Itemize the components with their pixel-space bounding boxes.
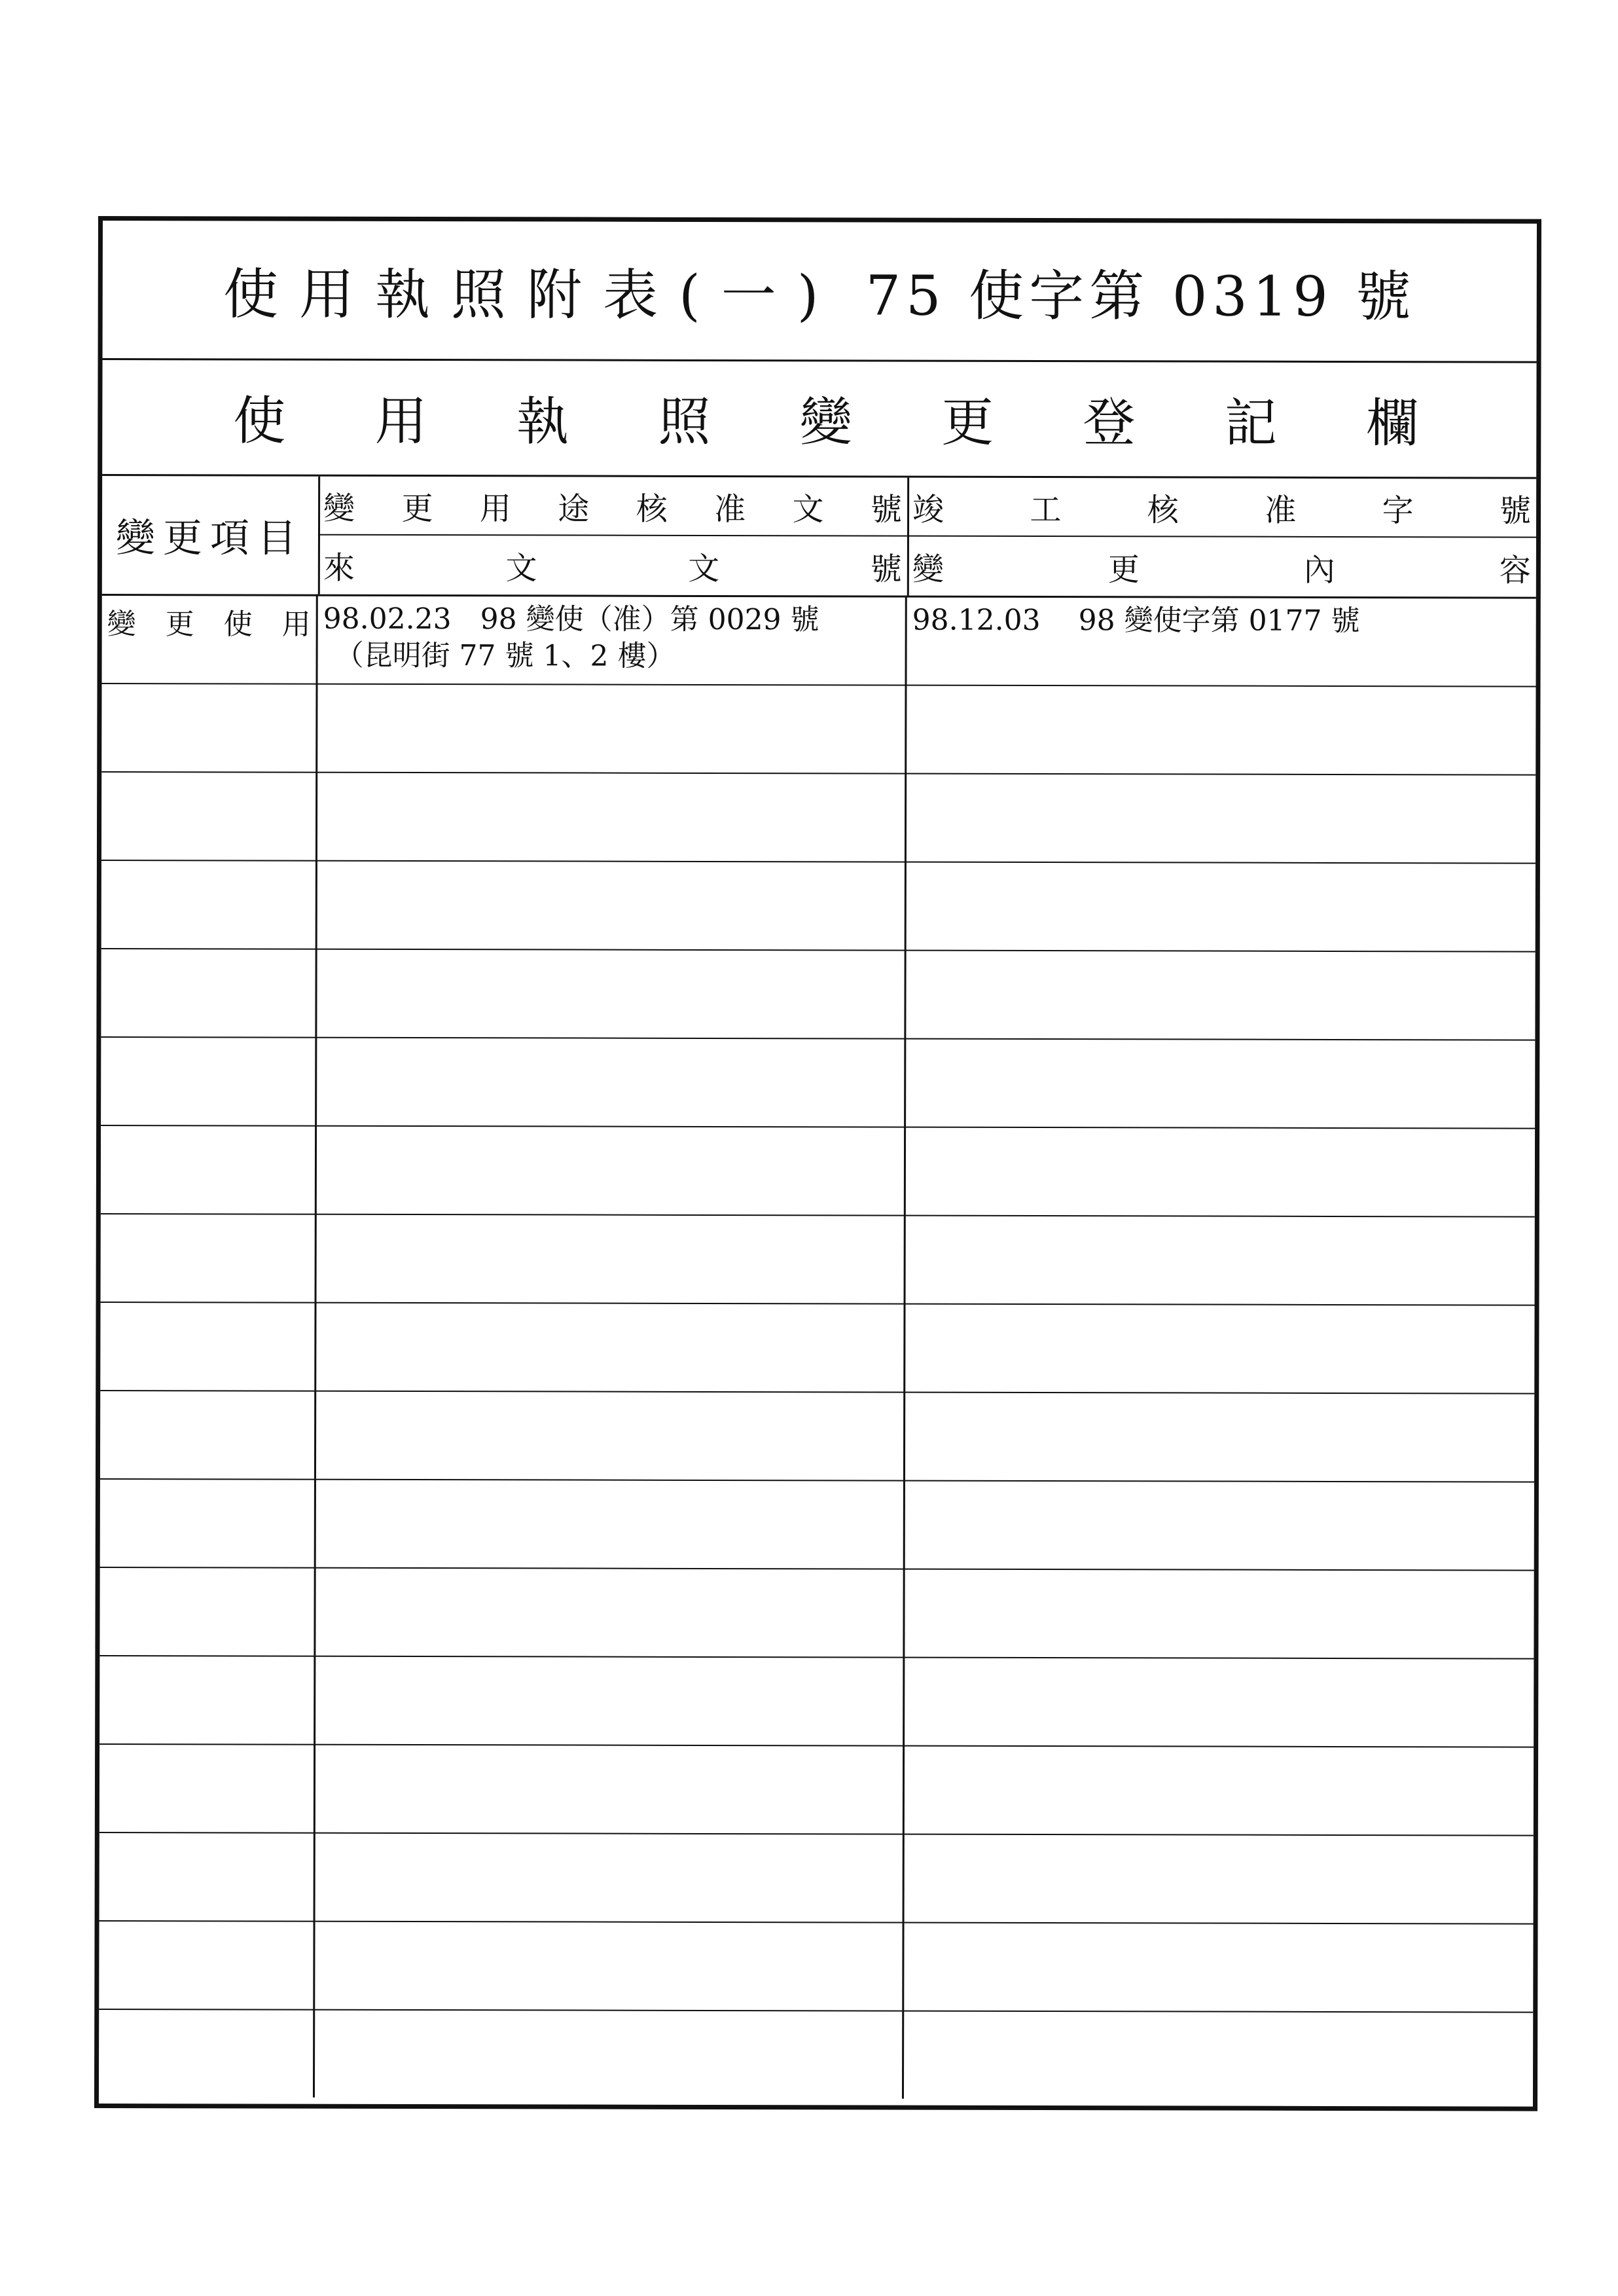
header-char: 文 — [505, 549, 537, 587]
empty-cell — [315, 1567, 905, 1657]
empty-cell — [99, 1743, 315, 1832]
empty-cell — [99, 2009, 315, 2098]
subtitle-char: 欄 — [1366, 393, 1419, 454]
header-completion — [907, 478, 1536, 597]
approval-line: 98.02.23 98 變使（准）第 0029 號 — [323, 602, 819, 637]
header-char: 准 — [714, 490, 746, 528]
empty-cell — [99, 1920, 315, 2009]
empty-cell — [905, 1480, 1534, 1570]
table-row — [99, 1743, 1534, 1836]
title-number: 75 使字第 0319 號 — [865, 263, 1416, 329]
title-main: 使用執照附表(一) — [223, 261, 840, 327]
empty-cell — [315, 1832, 905, 1922]
table-row — [101, 1036, 1535, 1129]
subtitle-char: 登 — [1083, 392, 1136, 454]
empty-cell — [101, 1213, 317, 1302]
empty-cell — [905, 1569, 1534, 1658]
empty-cell — [904, 2011, 1533, 2100]
table-row — [101, 1213, 1535, 1306]
empty-cell — [907, 773, 1536, 863]
table-body — [99, 594, 1536, 2107]
empty-cell — [905, 1392, 1534, 1482]
subtitle-char: 照 — [658, 391, 711, 452]
empty-cell — [101, 771, 317, 860]
empty-cell — [906, 1038, 1535, 1128]
table-header — [102, 476, 1536, 599]
header-completion-bottom — [907, 537, 1536, 597]
subtitle-char: 記 — [1224, 392, 1278, 454]
empty-cell — [99, 1832, 315, 1921]
header-char: 號 — [1499, 492, 1532, 530]
form-title — [103, 221, 1537, 363]
empty-cell — [905, 1745, 1534, 1835]
table-row — [102, 594, 1536, 687]
completion-line: 98.12.03 98 變使字第 0177 號 — [912, 603, 1360, 638]
cell-item — [102, 594, 318, 683]
empty-cell — [317, 1214, 906, 1303]
empty-cell — [99, 1655, 315, 1744]
subtitle-char: 執 — [516, 391, 569, 452]
table-row — [100, 1478, 1534, 1571]
empty-cell — [317, 860, 907, 950]
header-char: 更 — [401, 490, 433, 527]
approval-address: （昆明街 77 號 1、2 樓） — [334, 638, 675, 673]
header-char: 核 — [1147, 491, 1179, 528]
table-row — [99, 1832, 1534, 1925]
empty-cell — [315, 1744, 905, 1834]
table-row — [101, 1125, 1535, 1218]
table-row — [100, 1390, 1534, 1483]
empty-cell — [317, 772, 907, 862]
cell-completion — [907, 596, 1536, 686]
empty-cell — [316, 1479, 905, 1569]
empty-cell — [905, 1657, 1534, 1747]
empty-cell — [317, 1037, 906, 1127]
header-char: 用 — [479, 490, 511, 527]
header-char: 途 — [558, 490, 590, 528]
empty-cell — [316, 1302, 905, 1392]
header-char: 變 — [323, 490, 355, 527]
table-row — [101, 771, 1536, 864]
subtitle-char: 使 — [233, 390, 286, 452]
empty-cell — [100, 1302, 316, 1391]
table-row — [101, 860, 1536, 953]
empty-cell — [906, 1127, 1535, 1216]
item-char: 使 — [223, 608, 253, 642]
empty-cell — [316, 1391, 905, 1480]
table-row — [100, 1302, 1534, 1394]
empty-cell — [100, 1390, 316, 1479]
header-char: 字 — [1382, 492, 1414, 529]
empty-cell — [315, 2009, 904, 2099]
item-char: 變 — [107, 608, 136, 642]
empty-cell — [101, 948, 317, 1037]
header-char: 更 — [1107, 551, 1140, 588]
header-char: 內 — [1303, 551, 1335, 589]
empty-cell — [99, 1567, 315, 1656]
header-char: 竣 — [912, 491, 944, 528]
header-char: 工 — [1030, 491, 1062, 528]
table-row — [101, 683, 1536, 776]
form-sheet — [94, 216, 1541, 2111]
empty-cell — [315, 1656, 905, 1745]
form-subtitle — [102, 358, 1536, 479]
header-char: 變 — [912, 551, 944, 588]
subtitle-char: 用 — [374, 390, 427, 452]
header-char: 容 — [1499, 551, 1531, 589]
empty-cell — [100, 1478, 316, 1567]
subtitle-char: 更 — [941, 392, 994, 453]
header-approval-top — [318, 477, 907, 537]
header-completion-top — [907, 478, 1536, 538]
header-char: 核 — [636, 490, 668, 528]
empty-cell — [317, 1125, 906, 1215]
table-row — [99, 1920, 1533, 2013]
empty-cell — [101, 1036, 317, 1125]
subtitle-char: 變 — [799, 392, 852, 453]
header-char: 准 — [1265, 492, 1297, 529]
empty-cell — [906, 950, 1535, 1040]
table-row — [99, 1655, 1534, 1748]
header-approval-bottom — [318, 536, 907, 596]
empty-cell — [907, 685, 1536, 774]
empty-cell — [907, 862, 1536, 951]
empty-cell — [315, 1921, 904, 2011]
empty-cell — [904, 1922, 1533, 2012]
cell-approval — [318, 594, 907, 685]
item-char: 更 — [165, 608, 194, 642]
header-char: 來 — [323, 549, 355, 587]
header-item: 變更項目 — [102, 476, 320, 594]
empty-cell — [906, 1215, 1535, 1305]
header-approval — [318, 477, 909, 596]
empty-cell — [101, 683, 317, 772]
header-char: 號 — [870, 550, 902, 588]
item-char: 用 — [281, 608, 311, 642]
empty-cell — [905, 1834, 1534, 1923]
table-row — [99, 1567, 1534, 1660]
table-row — [101, 948, 1535, 1041]
empty-cell — [905, 1303, 1534, 1393]
empty-cell — [101, 1125, 317, 1214]
header-char: 文 — [688, 550, 720, 587]
header-char: 號 — [870, 490, 903, 528]
table-row — [99, 2009, 1533, 2100]
empty-cell — [317, 683, 907, 773]
empty-cell — [101, 860, 317, 949]
empty-cell — [317, 949, 906, 1038]
header-char: 文 — [792, 490, 824, 528]
